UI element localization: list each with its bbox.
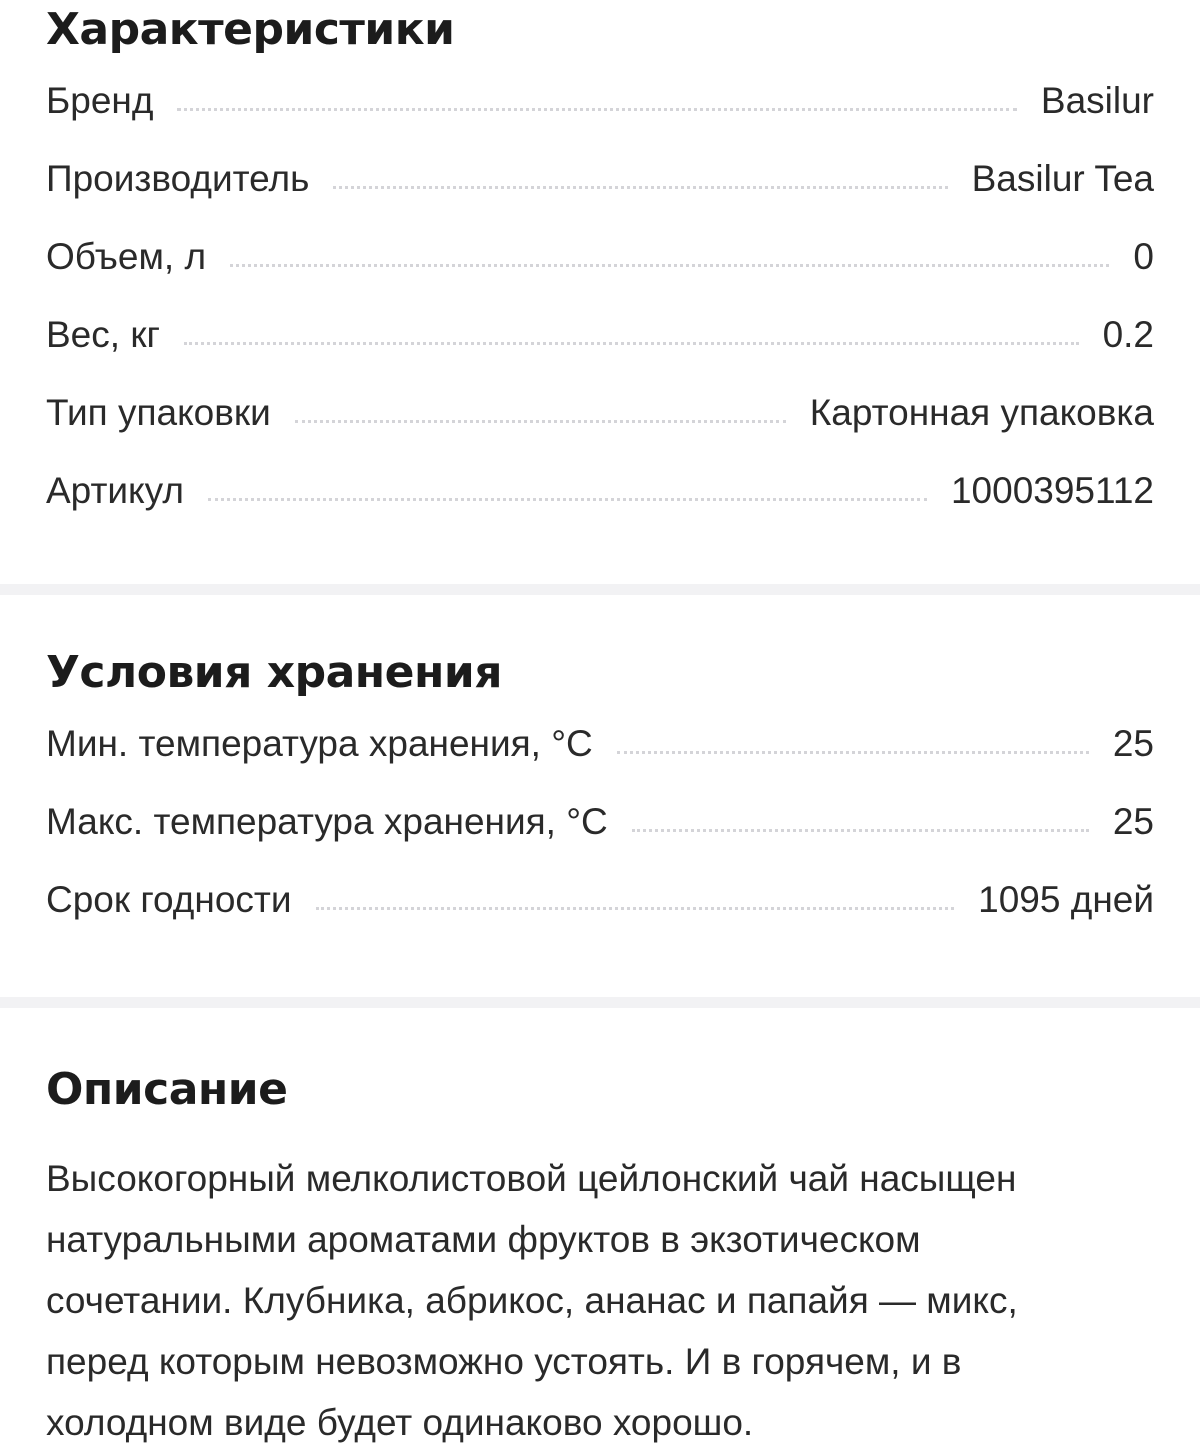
dotted-leader [208,498,927,501]
spec-label: Бренд [46,80,154,121]
spec-label: Тип упаковки [46,392,271,433]
spec-label: Срок годности [46,879,292,920]
spec-row-weight [46,314,1154,392]
spec-row-manufacturer [46,158,1154,236]
section-divider [0,584,1200,595]
spec-value: Basilur Tea [971,158,1154,199]
spec-label: Мин. температура хранения, °С [46,723,593,764]
characteristics-list [46,80,1154,548]
spec-label: Производитель [46,158,310,199]
section-divider [0,997,1200,1008]
spec-value: 25 [1112,801,1154,842]
spec-row-package-type [46,392,1154,470]
storage-title: Условия хранения [46,647,502,698]
storage-section [0,595,1200,997]
storage-row-shelf-life [46,879,1154,957]
characteristics-title: Характеристики [46,4,455,55]
dotted-leader [316,907,955,910]
spec-row-brand [46,80,1154,158]
description-text: Высокогорный мелколистовой цейлонский чай насыщен натуральными ароматами фруктов в экзотическом сочетании. Клубника, абрикос, ананас и папайя — микс, перед которым невозможно устоять. И в горячем, и в холодном виде будет одинаково хорошо. [46,1158,1018,1443]
spec-row-volume [46,236,1154,314]
description-section [0,1008,1200,1454]
spec-label: Объем, л [46,236,207,277]
dotted-leader [177,108,1016,111]
dotted-leader [295,420,786,423]
spec-label: Макс. температура хранения, °С [46,801,608,842]
dotted-leader [184,342,1079,345]
storage-row-max-temp [46,801,1154,879]
spec-row-article [46,470,1154,548]
dotted-leader [333,186,947,189]
storage-row-min-temp [46,723,1154,801]
characteristics-section [0,0,1200,584]
spec-value: 0 [1133,236,1154,277]
spec-value: Basilur [1040,80,1154,121]
dotted-leader [617,751,1089,754]
spec-value: 0.2 [1102,314,1154,355]
spec-value: 25 [1112,723,1154,764]
spec-label: Артикул [46,470,184,511]
dotted-leader [230,264,1109,267]
spec-value: 1000395112 [950,470,1154,511]
spec-value: 1095 дней [978,879,1154,920]
description-title: Описание [46,1064,288,1115]
spec-value: Картонная упаковка [809,392,1154,433]
spec-label: Вес, кг [46,314,160,355]
storage-list [46,723,1154,957]
dotted-leader [632,829,1089,832]
